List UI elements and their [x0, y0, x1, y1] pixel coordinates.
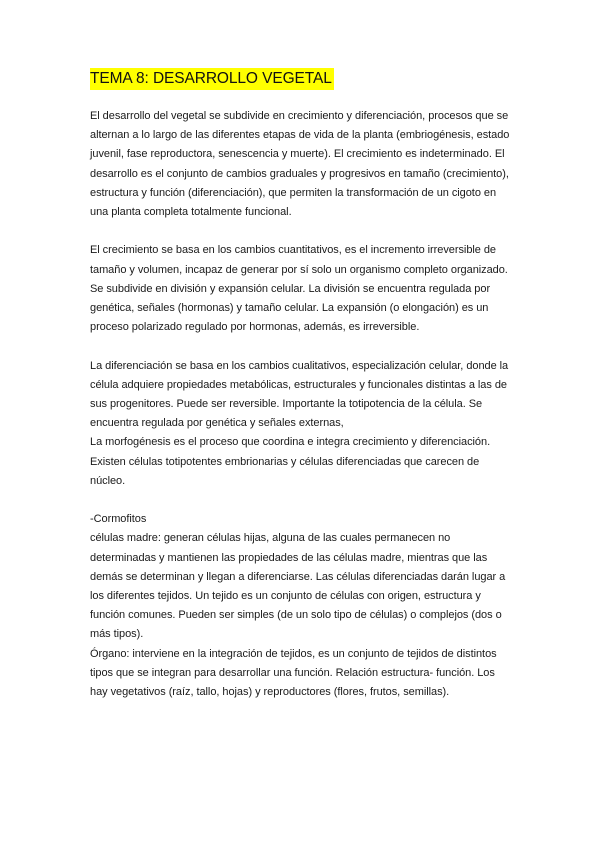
text-line: Existen células totipotentes embrionarias y células diferenciadas que carecen de	[90, 455, 480, 468]
text-line: alternan a lo largo de las diferentes etapas de vida de la planta (embriogénesis, estado	[90, 129, 510, 142]
text-line: función comunes. Pueden ser simples (de un solo tipo de células) o complejos (dos o	[90, 609, 502, 622]
paragraph-diferenciacion	[90, 357, 520, 491]
text-line: Órgano: interviene en la integración de tejidos, es un conjunto de tejidos de distintos	[90, 647, 497, 660]
paragraph-gap	[90, 337, 520, 356]
text-line: hay vegetativos (raíz, tallo, hojas) y reproductores (flores, frutos, semillas).	[90, 686, 450, 699]
text-line: genética, señales (hormonas) y tamaño celular. La expansión (o elongación) es un	[90, 302, 489, 315]
paragraph-crecimiento	[90, 241, 520, 337]
text-line: más tipos).	[90, 628, 144, 641]
text-line: encuentra regulada por genética y señales externas,	[90, 417, 344, 430]
text-line: tipos que se integran para desarrollar una función. Relación estructura- función. Los	[90, 666, 495, 679]
text-line: El desarrollo del vegetal se subdivide en crecimiento y diferenciación, procesos que se	[90, 110, 509, 122]
paragraph-gap	[90, 222, 520, 241]
text-line: Se subdivide en división y expansión celular. La división se encuentra regulada por	[90, 282, 491, 295]
section-label: -Cormofitos	[90, 513, 147, 526]
text-line: La diferenciación se basa en los cambios cualitativos, especialización celular, donde la	[90, 359, 509, 372]
text-line: una planta completa totalmente funcional.	[90, 206, 292, 219]
text-line: sus progenitores. Puede ser reversible. Importante la totipotencia de la célula. Se	[90, 398, 483, 411]
text-line: demás se determinan y llegan a diferenciarse. Las células diferenciadas darán lugar a	[90, 570, 506, 583]
paragraph-gap	[90, 491, 520, 510]
text-line: determinadas y mantienen las propiedades de las células madre, mientras que las	[90, 551, 488, 564]
text-line: La morfogénesis es el proceso que coordina e integra crecimiento y diferenciación.	[90, 436, 491, 449]
text-line: célula adquiere propiedades metabólicas, estructurales y funcionales distintas a las de	[90, 378, 507, 391]
paragraph-desarrollo	[90, 107, 520, 222]
text-line: proceso polarizado regulado por hormonas, además, es irreversible.	[90, 321, 420, 334]
page-title: TEMA 8: DESARROLLO VEGETAL	[90, 68, 334, 90]
paragraph-cormofitos	[90, 510, 520, 702]
text-line: estructura y función (diferenciación), que permiten la transformación de un cigoto en	[90, 186, 497, 199]
text-line: los diferentes tejidos. Un tejido es un conjunto de células con origen, estructura y	[90, 590, 481, 603]
document-page	[90, 68, 520, 702]
text-line: El crecimiento se basa en los cambios cuantitativos, es el incremento irreversible de	[90, 244, 496, 257]
text-line: núcleo.	[90, 474, 126, 487]
text-line: desarrollo es el conjunto de cambios graduales y progresivos en tamaño (crecimiento),	[90, 167, 509, 180]
text-line: juvenil, fase reproductora, senescencia y muerte). El crecimiento es indeterminado. El	[90, 148, 505, 161]
text-line: células madre: generan células hijas, alguna de las cuales permanecen no	[90, 532, 451, 545]
text-line: tamaño y volumen, incapaz de generar por sí solo un organismo completo organizado.	[90, 263, 508, 276]
